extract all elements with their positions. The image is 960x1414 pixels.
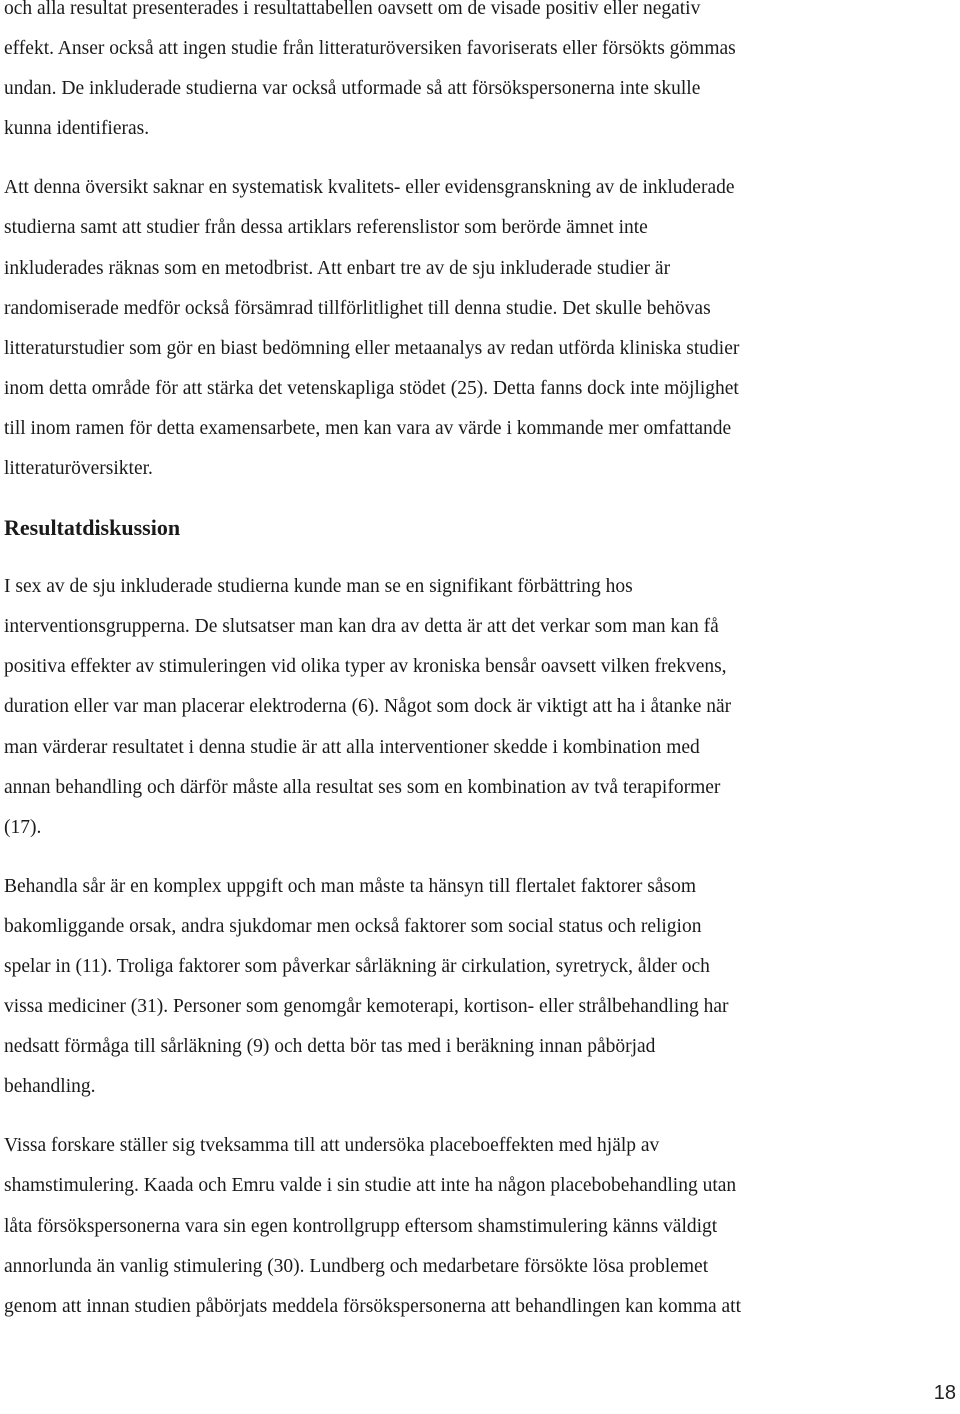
text-line: genom att innan studien påbörjats meddela försökspersonerna att behandlingen kan komma att xyxy=(4,1295,742,1317)
text-line: till inom ramen för detta examensarbete, men kan vara av värde i kommande mer omfattande xyxy=(4,417,732,439)
text-line: positiva effekter av stimuleringen vid olika typer av kroniska bensår oavsett vilken frekvens, xyxy=(4,656,727,678)
paragraph-gap xyxy=(4,149,904,168)
paragraph-results xyxy=(4,567,904,848)
paragraph-limitations xyxy=(4,168,904,489)
text-line: randomiserade medför också försämrad tillförlitlighet till denna studie. Det skulle behövas xyxy=(4,297,711,319)
text-line: kunna identifieras. xyxy=(4,118,150,140)
text-line: shamstimulering. Kaada och Emru valde i sin studie att inte ha någon placebobehandling utan xyxy=(4,1175,737,1197)
paragraph-gap xyxy=(4,548,904,567)
text-line: behandling. xyxy=(4,1076,96,1098)
section-heading: Resultatdiskussion xyxy=(4,515,181,541)
text-line: duration eller var man placerar elektroderna (6). Något som dock är viktigt att ha i åtanke när xyxy=(4,696,732,718)
text-line: Vissa forskare ställer sig tveksamma till att undersöka placeboeffekten med hjälp av xyxy=(4,1135,660,1157)
text-line: inom detta område för att stärka det vetenskapliga stödet (25). Detta fanns dock inte möjlighet xyxy=(4,377,739,399)
paragraph-wound-care xyxy=(4,867,904,1108)
text-line: I sex av de sju inkluderade studierna kunde man se en signifikant förbättring hos xyxy=(4,576,633,598)
paragraph-gap xyxy=(4,848,904,867)
text-line: nedsatt förmåga till sårläkning (9) och detta bör tas med i beräkning innan påbörjad xyxy=(4,1036,656,1058)
text-line: annan behandling och därför måste alla resultat ses som en kombination av två terapiformer xyxy=(4,776,721,798)
text-line: Behandla sår är en komplex uppgift och man måste ta hänsyn till flertalet faktorer såsom xyxy=(4,875,697,897)
paragraph-gap xyxy=(4,489,904,508)
paragraph-placebo xyxy=(4,1126,904,1326)
text-line: studierna samt att studier från dessa artiklars referenslistor som berörde ämnet inte xyxy=(4,217,648,239)
text-line: bakomliggande orsak, andra sjukdomar men också faktorer som social status och religion xyxy=(4,915,702,937)
document-page xyxy=(4,0,904,1327)
text-line: låta försökspersonerna vara sin egen kontrollgrupp eftersom shamstimulering känns väldigt xyxy=(4,1215,718,1237)
text-line: och alla resultat presenterades i resultattabellen oavsett om de visade positiv eller negativ xyxy=(4,0,701,19)
text-line: inkluderades räknas som en metodbrist. Att enbart tre av de sju inkluderade studier är xyxy=(4,257,671,279)
page-number: 18 xyxy=(933,1382,956,1404)
text-line: effekt. Anser också att ingen studie från litteraturöversiken favoriserats eller försökts gömmas xyxy=(4,38,736,60)
text-line: spelar in (11). Troliga faktorer som påverkar sårläkning är cirkulation, syretryck, ålder och xyxy=(4,955,710,977)
text-line: annorlunda än vanlig stimulering (30). Lundberg och medarbetare försökte lösa problemet xyxy=(4,1255,709,1277)
text-line: Att denna översikt saknar en systematisk kvalitets- eller evidensgranskning av de inkluderade xyxy=(4,177,735,199)
text-line: man värderar resultatet i denna studie är att alla interventioner skedde i kombination med xyxy=(4,736,700,758)
text-line: undan. De inkluderade studierna var också utformade så att försökspersonerna inte skulle xyxy=(4,78,701,100)
text-line: interventionsgrupperna. De slutsatser man kan dra av detta är att det verkar som man kan få xyxy=(4,616,719,638)
text-line: litteraturöversikter. xyxy=(4,458,153,480)
paragraph-gap xyxy=(4,1107,904,1126)
text-line: vissa mediciner (31). Personer som genomgår kemoterapi, kortison- eller strålbehandling har xyxy=(4,996,729,1018)
text-line: (17). xyxy=(4,816,42,838)
text-line: litteraturstudier som gör en biast bedömning eller metaanalys av redan utförda kliniska studier xyxy=(4,337,740,359)
paragraph-intro xyxy=(4,0,904,149)
